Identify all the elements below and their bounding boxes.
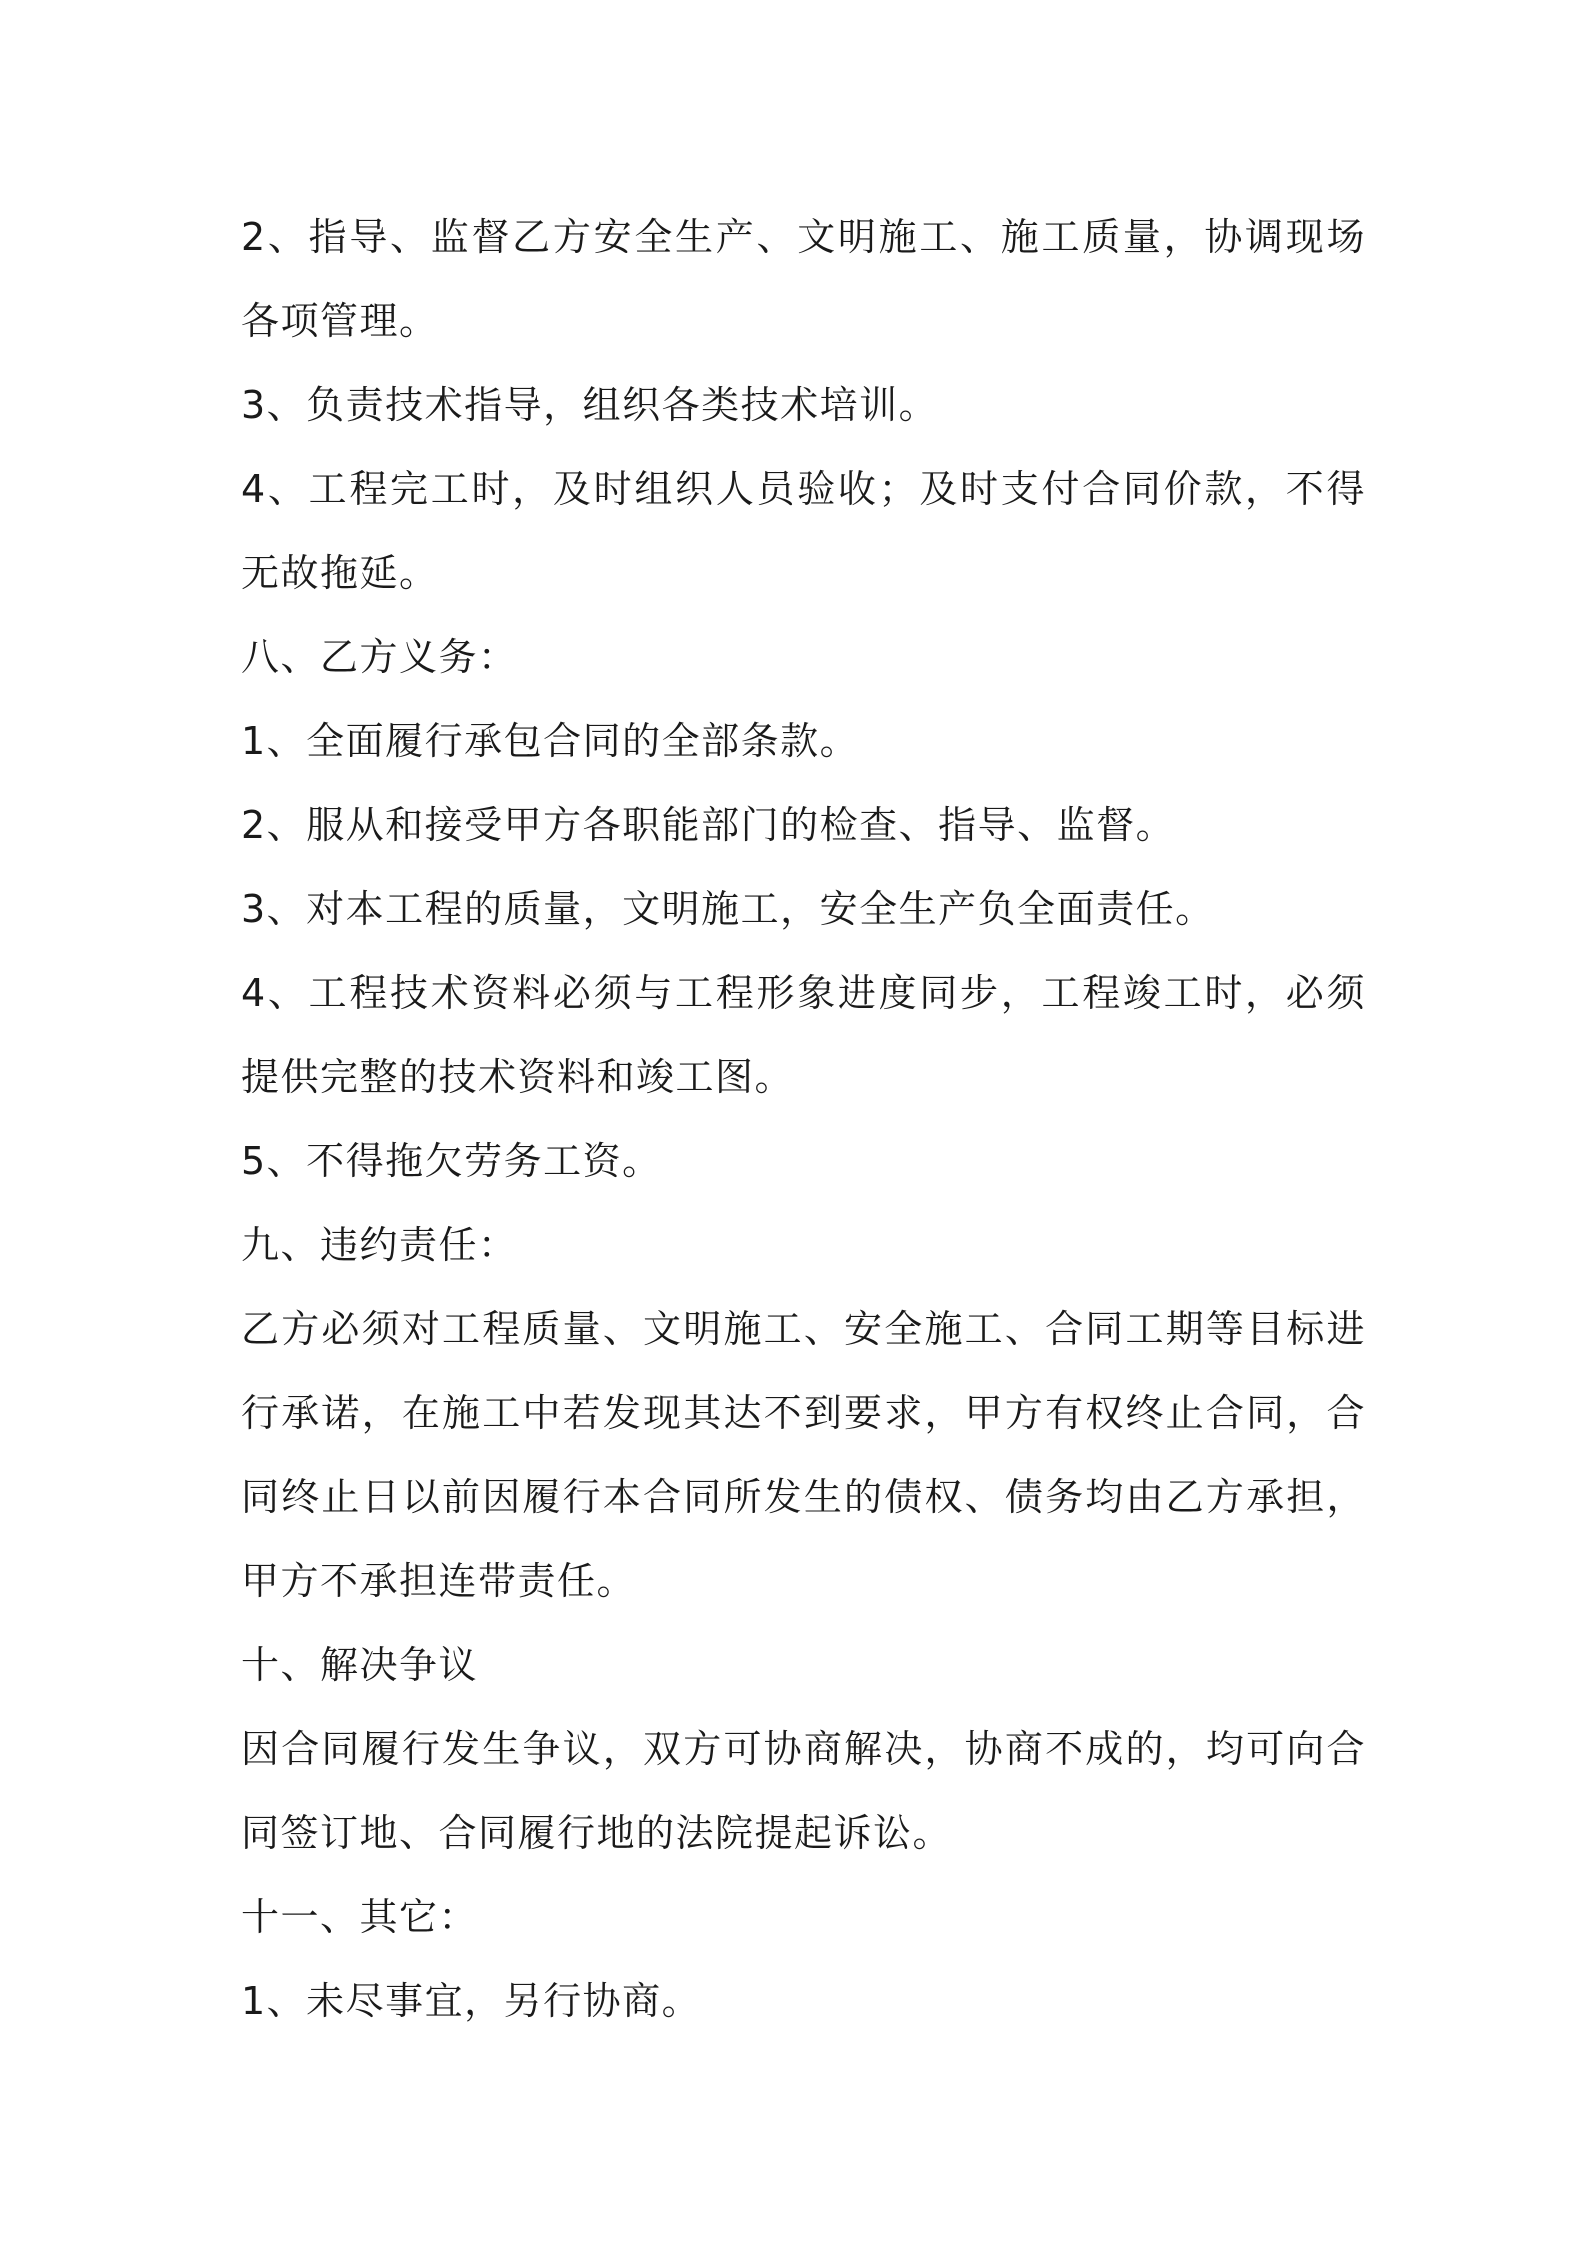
paragraph-duty-2-supervise: 2、指导、监督乙方安全生产、文明施工、施工质量，协调现场各项管理。 [241, 215, 1366, 343]
section-heading-other: 十一、其它： [241, 1895, 479, 1939]
paragraph-breach-liability: 乙方必须对工程质量、文明施工、安全施工、合同工期等目标进行承诺，在施工中若发现其达不到要求，甲方有权终止合同，合同终止日以前因履行本合同所发生的债权、债务均由乙方承担，甲方不承担连带责任。 [241, 1307, 1366, 1603]
paragraph-obligation-1: 1、全面履行承包合同的全部条款。 [241, 719, 860, 763]
paragraph-duty-4-acceptance-payment: 4、工程完工时，及时组织人员验收；及时支付合同价款，不得无故拖延。 [241, 467, 1366, 595]
section-heading-party-b-obligations: 八、乙方义务： [241, 635, 518, 679]
document-body [241, 195, 1366, 2043]
paragraph-other-1: 1、未尽事宜，另行协商。 [241, 1979, 702, 2023]
paragraph-obligation-2: 2、服从和接受甲方各职能部门的检查、指导、监督。 [241, 803, 1176, 847]
paragraph-dispute-resolution: 因合同履行发生争议，双方可协商解决，协商不成的，均可向合同签订地、合同履行地的法院提起诉讼。 [241, 1727, 1366, 1855]
paragraph-obligation-5: 5、不得拖欠劳务工资。 [241, 1139, 662, 1183]
section-heading-dispute-resolution: 十、解决争议 [241, 1643, 479, 1687]
paragraph-duty-3-technical-guidance: 3、负责技术指导，组织各类技术培训。 [241, 383, 939, 427]
paragraph-obligation-3: 3、对本工程的质量，文明施工，安全生产负全面责任。 [241, 887, 1215, 931]
section-heading-breach-liability: 九、违约责任： [241, 1223, 518, 1267]
paragraph-obligation-4: 4、工程技术资料必须与工程形象进度同步，工程竣工时，必须提供完整的技术资料和竣工图。 [241, 971, 1366, 1099]
